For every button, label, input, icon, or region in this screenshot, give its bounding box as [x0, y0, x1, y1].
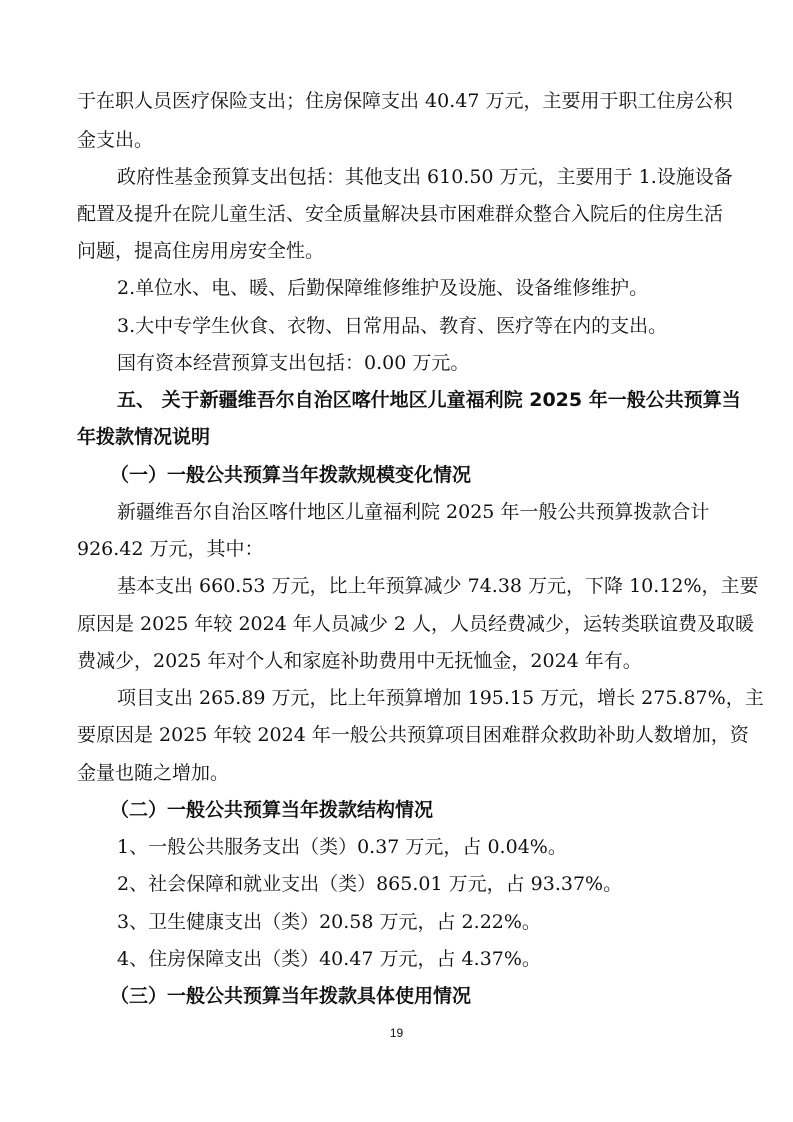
list-item: 2、社会保障和就业支出（类）865.01 万元，占 93.37%。 — [117, 873, 623, 895]
list-item: 3、卫生健康支出（类）20.58 万元，占 2.22%。 — [117, 911, 541, 933]
list-item: 2.单位水、电、暖、后勤保障维修维护及设施、设备维修维护。 — [117, 277, 649, 299]
paragraph-line: 原因是 2025 年较 2024 年人员减少 2 人，人员经费减少，运转类联谊费及取暖 — [77, 613, 755, 635]
paragraph-line: 项目支出 265.89 万元，比上年预算增加 195.15 万元，增长 275.87%，主 — [117, 687, 764, 709]
list-item: 1、一般公共服务支出（类）0.37 万元，占 0.04%。 — [117, 836, 567, 858]
paragraph-line: 于在职人员医疗保险支出；住房保障支出 40.47 万元，主要用于职工住房公积 — [77, 90, 733, 112]
paragraph-line: 配置及提升在院儿童生活、安全质量解决县市困难群众整合入院后的住房生活 — [77, 203, 724, 225]
paragraph-line: 要原因是 2025 年较 2024 年一般公共预算项目困难群众救助补助人数增加，资 — [77, 724, 749, 746]
section-heading: 年拨款情况说明 — [77, 426, 211, 448]
page-number: 19 — [389, 1026, 404, 1040]
section-heading: 五、 关于新疆维吾尔自治区喀什地区儿童福利院 2025 年一般公共预算当 — [117, 389, 741, 411]
subsection-heading: （二）一般公共预算当年拨款结构情况 — [110, 799, 434, 821]
subsection-heading: （三）一般公共预算当年拨款具体使用情况 — [110, 985, 472, 1007]
paragraph-line: 政府性基金预算支出包括：其他支出 610.50 万元，主要用于 1.设施设备 — [117, 166, 733, 188]
paragraph-line: 基本支出 660.53 万元，比上年预算减少 74.38 万元，下降 10.12%，主要 — [117, 575, 759, 597]
paragraph-line: 新疆维吾尔自治区喀什地区儿童福利院 2025 年一般公共预算拨款合计 — [117, 501, 710, 523]
paragraph-line: 金量也随之增加。 — [77, 762, 230, 784]
paragraph-line: 费减少，2025 年对个人和家庭补助费用中无抚恤金，2024 年有。 — [77, 650, 642, 672]
list-item: 4、住房保障支出（类）40.47 万元，占 4.37%。 — [117, 948, 541, 970]
paragraph-line: 国有资本经营预算支出包括：0.00 万元。 — [117, 352, 470, 374]
paragraph-line: 问题，提高住房用房安全性。 — [77, 240, 325, 262]
paragraph-line: 926.42 万元，其中： — [77, 538, 264, 560]
list-item: 3.大中专学生伙食、衣物、日常用品、教育、医疗等在内的支出。 — [117, 315, 668, 337]
paragraph-line: 金支出。 — [77, 129, 154, 151]
subsection-heading: （一）一般公共预算当年拨款规模变化情况 — [110, 464, 472, 486]
